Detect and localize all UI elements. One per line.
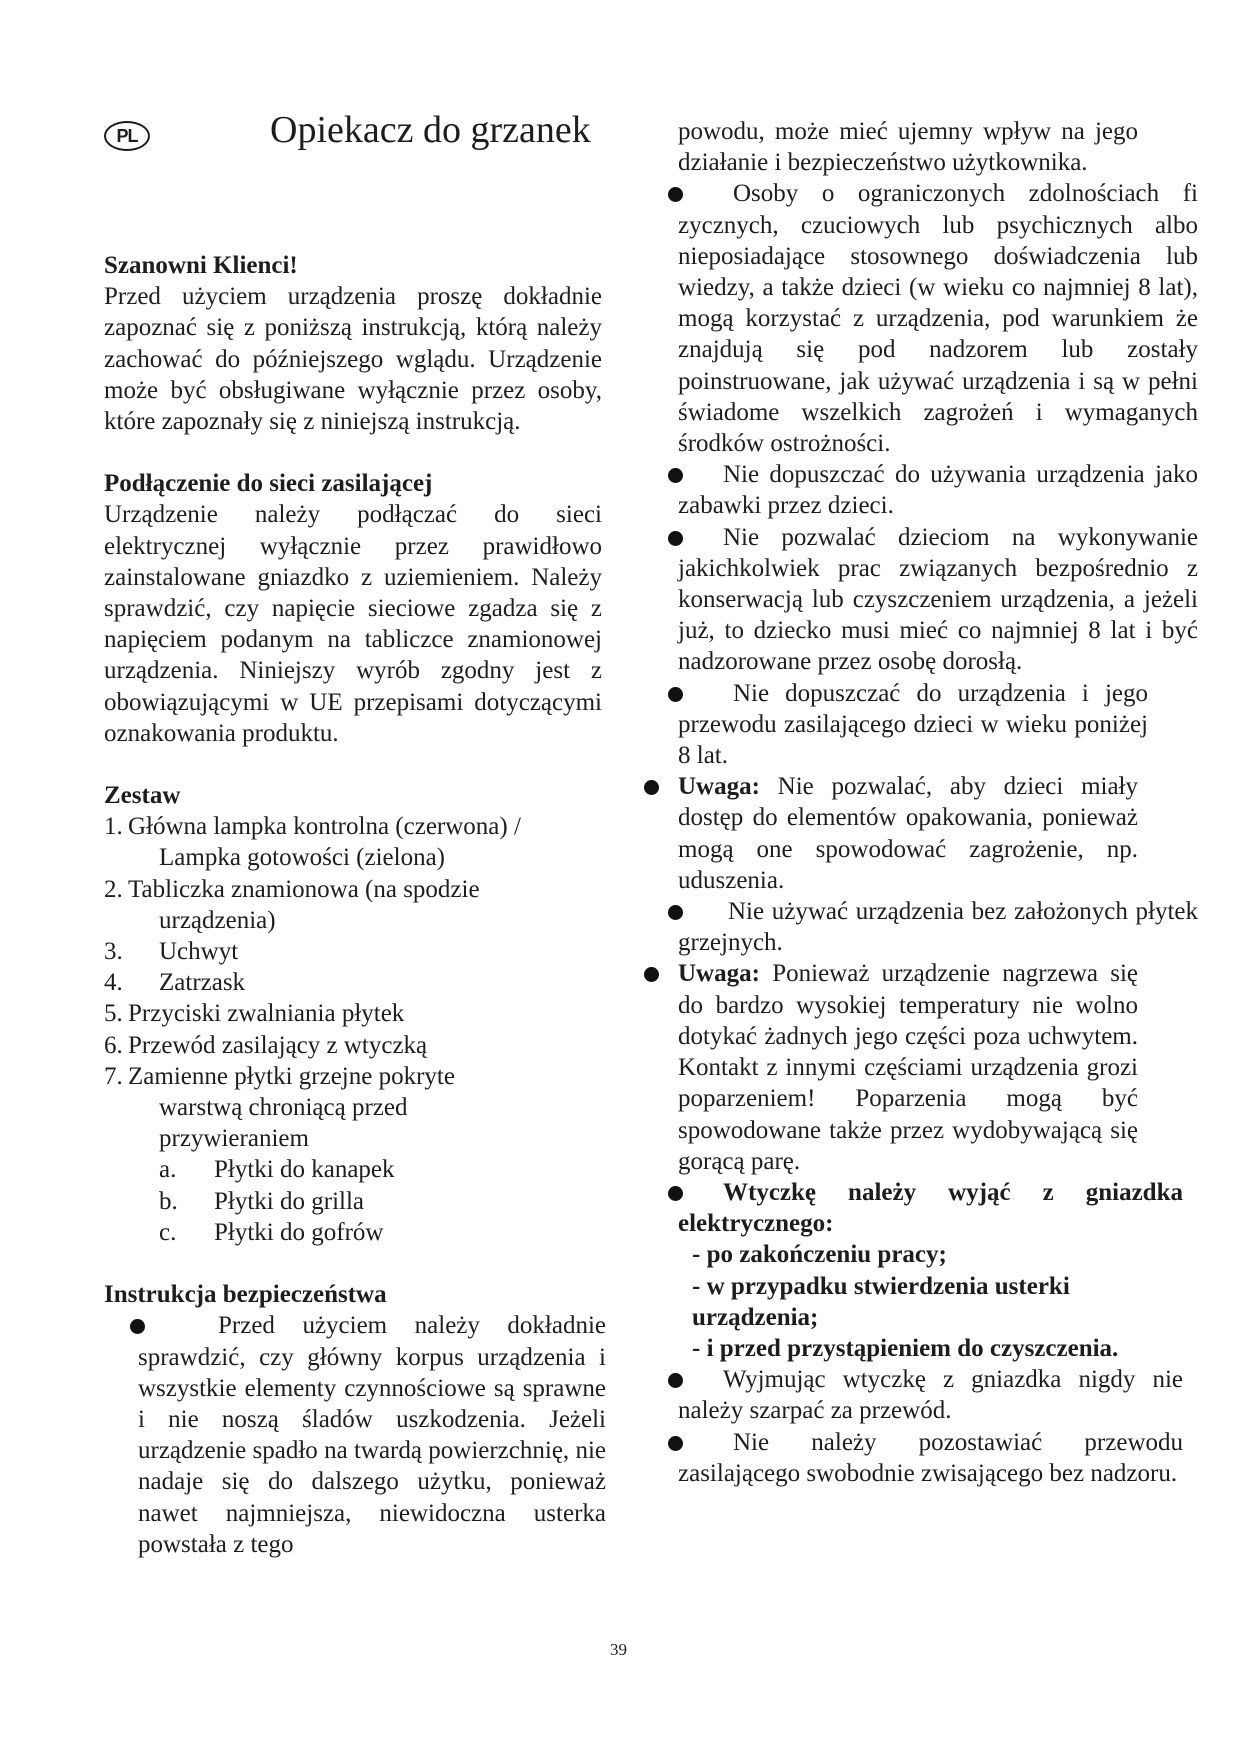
- safety-continued: powodu, może mieć ujemny wpływ na jego działanie i bezpieczeństwo użytkownika.: [678, 118, 1138, 177]
- list-item: Nie pozwalać dzieciom na wykonywanie jakichkolwiek prac związanych bezpośrednio z konserwacją lub czyszczeniem urządzenia, a jeżeli już, to dziecko musi mieć co najmniej 8 lat i być nadzorowane przez osobę dorosłą.: [678, 522, 1198, 678]
- list-item: Przed użyciem należy dokładnie sprawdzić, czy główny korpus urządzenia i wszystkie elementy czynnościowe są sprawne i nie noszą śladów uszkodzenia. Jeżeli urządzenie spadło na twardą powierzchnię, nie nadaje się do dalszego użytku, ponieważ nawet najmniejsza, niewidoczna usterka powstała z tego: [104, 1310, 606, 1560]
- bullet-icon: [668, 687, 683, 702]
- list-item: Nie dopuszczać do używania urządzenia jako zabawki przez dzieci.: [678, 459, 1198, 521]
- bullet-icon: [668, 905, 683, 920]
- list-item: Osoby o ograniczonych zdolnościach fi zycznych, czuciowych lub psychicznych albo nieposiadające stosownego doświadczenia lub wiedzy, a także dzieci (w wieku co najmniej 8 lat), mogą korzystać z urządzenia, pod warunkiem że znajdują się pod nadzorem lub zostały poinstruowane, jak używać urządzenia i są w pełni świadome wszelkich zagrożeń i wymaganych środków ostrożności.: [678, 178, 1198, 459]
- bullet-icon: [668, 1436, 683, 1451]
- bullet-icon: [668, 1186, 683, 1201]
- list-item: 2. Tabliczka znamionowa (na spodzie urządzenia): [104, 875, 480, 934]
- list-item: Wyjmując wtyczkę z gniazdka nigdy nie należy szarpać za przewód.: [678, 1364, 1183, 1426]
- safety-heading: Instrukcja bezpieczeństwa: [104, 1281, 387, 1309]
- set-list: [104, 811, 602, 1248]
- list-item: b. Płytki do grilla: [159, 1187, 364, 1215]
- list-item: - i przed przystąpieniem do czyszczenia.: [692, 1334, 1119, 1362]
- page-number: 39: [610, 1640, 627, 1659]
- list-item: Nie dopuszczać do urządzenia i jego przewodu zasilającego dzieci w wieku poniżej 8 lat.: [678, 678, 1148, 772]
- right-column: [678, 116, 1198, 1489]
- list-item: 3. Uchwyt: [104, 938, 239, 966]
- language-badge: PL: [104, 121, 150, 151]
- left-column: [104, 250, 606, 1560]
- list-item: Uwaga: Ponieważ urządzenie nagrzewa się do bardzo wysokiej temperatury nie wolno dotykać żadnych jego części poza uchwytem. Kontakt z innymi częściami urządzenia grozi poparzeniem! Poparzenia mogą być spowodowane także przez wydobywającą się gorącą parę.: [678, 958, 1138, 1176]
- set-heading: Zestaw: [104, 782, 181, 810]
- list-item: Nie używać urządzenia bez założonych płytek grzejnych.: [678, 896, 1198, 958]
- list-item: 7. Zamienne płytki grzejne pokryte warstwą chroniącą przed przywieraniem: [104, 1062, 455, 1153]
- list-item: Wtyczkę należy wyjąć z gniazdka elektrycznego:: [678, 1177, 1183, 1239]
- page-title: Opiekacz do grzanek: [270, 109, 591, 151]
- list-item: a. Płytki do kanapek: [159, 1156, 395, 1184]
- greeting-heading: Szanowni Klienci!: [104, 252, 298, 279]
- list-item: 5. Przyciski zwalniania płytek: [104, 1000, 405, 1028]
- bullet-icon: [644, 780, 659, 795]
- list-item: 1. Główna lampka kontrolna (czerwona) / Lampka gotowości (zielona): [104, 813, 521, 872]
- power-heading: Podłączenie do sieci zasilającej: [104, 470, 433, 498]
- bullet-icon: [644, 967, 659, 982]
- power-paragraph: Urządzenie należy podłączać do sieci elektrycznej wyłącznie przez prawidłowo zainstalowane gniazdko z uziemieniem. Należy sprawdzić, czy napięcie sieciowe zgadza się z napięciem podanym na tabliczce znamionowej urządzenia. Niniejszy wyrób zgodny jest z obowiązującymi w UE przepisami dotyczącymi oznakowania produktu.: [104, 501, 602, 747]
- list-item: c. Płytki do gofrów: [159, 1218, 384, 1246]
- bullet-icon: [668, 531, 683, 546]
- list-item: - w przypadku stwierdzenia usterki urządzenia;: [692, 1272, 1070, 1331]
- list-item: Nie należy pozostawiać przewodu zasilającego swobodnie zwisającego bez nadzoru.: [678, 1427, 1183, 1489]
- list-item: Uwaga: Nie pozwalać, aby dzieci miały dostęp do elementów opakowania, ponieważ mogą one spowodować zagrożenie, np. uduszenia.: [678, 771, 1138, 896]
- list-item: 4. Zatrzask: [104, 969, 246, 997]
- list-item: - po zakończeniu pracy;: [692, 1241, 947, 1269]
- intro-paragraph: Przed użyciem urządzenia proszę dokładnie zapoznać się z poniższą instrukcją, którą należy zachować do późniejszego wglądu. Urządzenie może być obsługiwane wyłącznie przez osoby, które zapoznały się z niniejszą instrukcją.: [104, 283, 602, 436]
- list-item: 6. Przewód zasilający z wtyczką: [104, 1031, 428, 1059]
